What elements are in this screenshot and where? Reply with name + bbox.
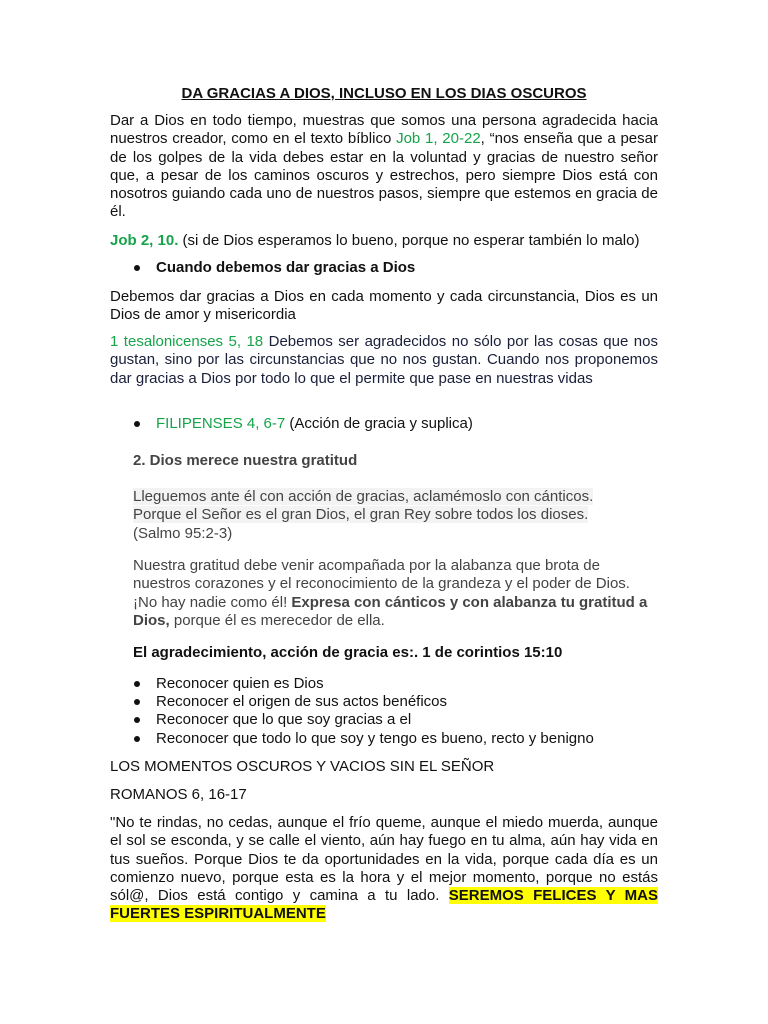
- list-item: Reconocer quien es Dios: [156, 675, 324, 692]
- bullet-icon: [133, 420, 141, 428]
- gratitude-emphasis: Expresa con cánticos y con alabanza tu gratitud a Dios,: [133, 593, 648, 629]
- intro-text: Dar a Dios en todo tiempo, muestras que somos una persona agradecida hacia nuestros creador, como en el texto bíblico: [110, 112, 658, 148]
- list-item: Reconocer el origen de sus actos benéficos: [156, 693, 448, 710]
- paragraph-moment: Debemos dar gracias a Dios en cada momento y cada circunstancia, Dios es un Dios de amor y misericordia: [110, 288, 658, 324]
- bullet-icon: [133, 264, 141, 272]
- section-heading: ROMANOS 6, 16-17: [110, 786, 247, 803]
- job-text: (si de Dios esperamos lo bueno, porque no esperar también lo malo): [178, 232, 640, 249]
- bible-reference: Job 2, 10.: [110, 232, 179, 249]
- encouragement-text: "No te rindas, no cedas, aunque el frío queme, aunque el miedo muerda, aunque el sol se esconda, y se calle el viento, aún hay fuego en tu alma, aún hay vida en tus sueños. Porque Dios te da oportunidades en la vida, porque cada día es un comienzo nuevo, porque esta es la hora y el mejor momento, porque no estás sól@, Dios está contigo y camina a tu lado.: [110, 814, 658, 905]
- section-heading: 2. Dios merece nuestra gratitud: [133, 452, 358, 469]
- bible-reference: 1 tesalonicenses 5, 18: [110, 333, 264, 350]
- list-item: Reconocer que todo lo que soy y tengo es bueno, recto y benigno: [156, 730, 594, 747]
- list-item: Reconocer que lo que soy gracias a el: [156, 711, 412, 728]
- highlighted-text: SEREMOS FELICES Y MAS FUERTES ESPIRITUALMENTE: [110, 887, 658, 923]
- list-item: Cuando debemos dar gracias a Dios: [156, 259, 416, 276]
- paragraph-gratitude: [133, 557, 653, 630]
- gratitude-text: Nuestra gratitud debe venir acompañada por la alabanza que brota de nuestros corazones y el reconocimiento de la grandeza y el poder de Dios. ¡No hay nadie como él!: [133, 557, 630, 611]
- paragraph-encouragement: [110, 814, 658, 924]
- list-item: [156, 415, 473, 433]
- paragraph-intro: [110, 112, 658, 222]
- document-title: DA GRACIAS A DIOS, INCLUSO EN LOS DIAS OSCUROS: [181, 85, 587, 102]
- section-heading: El agradecimiento, acción de gracia es:. 1 de corintios 15:10: [133, 644, 563, 661]
- scripture-quote: [133, 488, 653, 543]
- bullet-icon: [133, 680, 141, 688]
- intro-text-cont: , “nos enseña que a pesar de los golpes de la vida debes estar en la voluntad y gracias de nuestro señor que, a pesar de los caminos oscuros y estrechos, pero siempre Dios está con nosotros guiando cada uno de nuestros pasos, siempre que estemos en gracia de él.: [110, 130, 658, 221]
- bible-reference: FILIPENSES 4, 6-7: [156, 415, 286, 432]
- bullet-icon: [133, 716, 141, 724]
- list-item-text: (Acción de gracia y suplica): [285, 415, 473, 432]
- bullet-icon: [133, 735, 141, 743]
- paragraph-tesalonicenses: [110, 333, 658, 388]
- quote-line: Porque el Señor es el gran Dios, el gran Rey sobre todos los dioses.: [133, 506, 589, 524]
- paragraph-job: [110, 232, 658, 250]
- bible-reference: Job 1, 20-22: [396, 130, 481, 148]
- quote-line: Lleguemos ante él con acción de gracias, aclamémoslo con cánticos.: [133, 488, 594, 505]
- quote-reference: (Salmo 95:2-3): [133, 524, 233, 542]
- section-heading: LOS MOMENTOS OSCUROS Y VACIOS SIN EL SEÑOR: [110, 758, 495, 775]
- bullet-icon: [133, 698, 141, 706]
- tesalonicenses-text: Debemos ser agradecidos no sólo por las cosas que nos gustan, sino por las circunstancias que no nos gustan. Cuando nos proponemos dar gracias a Dios por todo lo que el permite que pase en nuestras vidas: [110, 333, 658, 387]
- gratitude-end: porque él es merecedor de ella.: [169, 611, 385, 629]
